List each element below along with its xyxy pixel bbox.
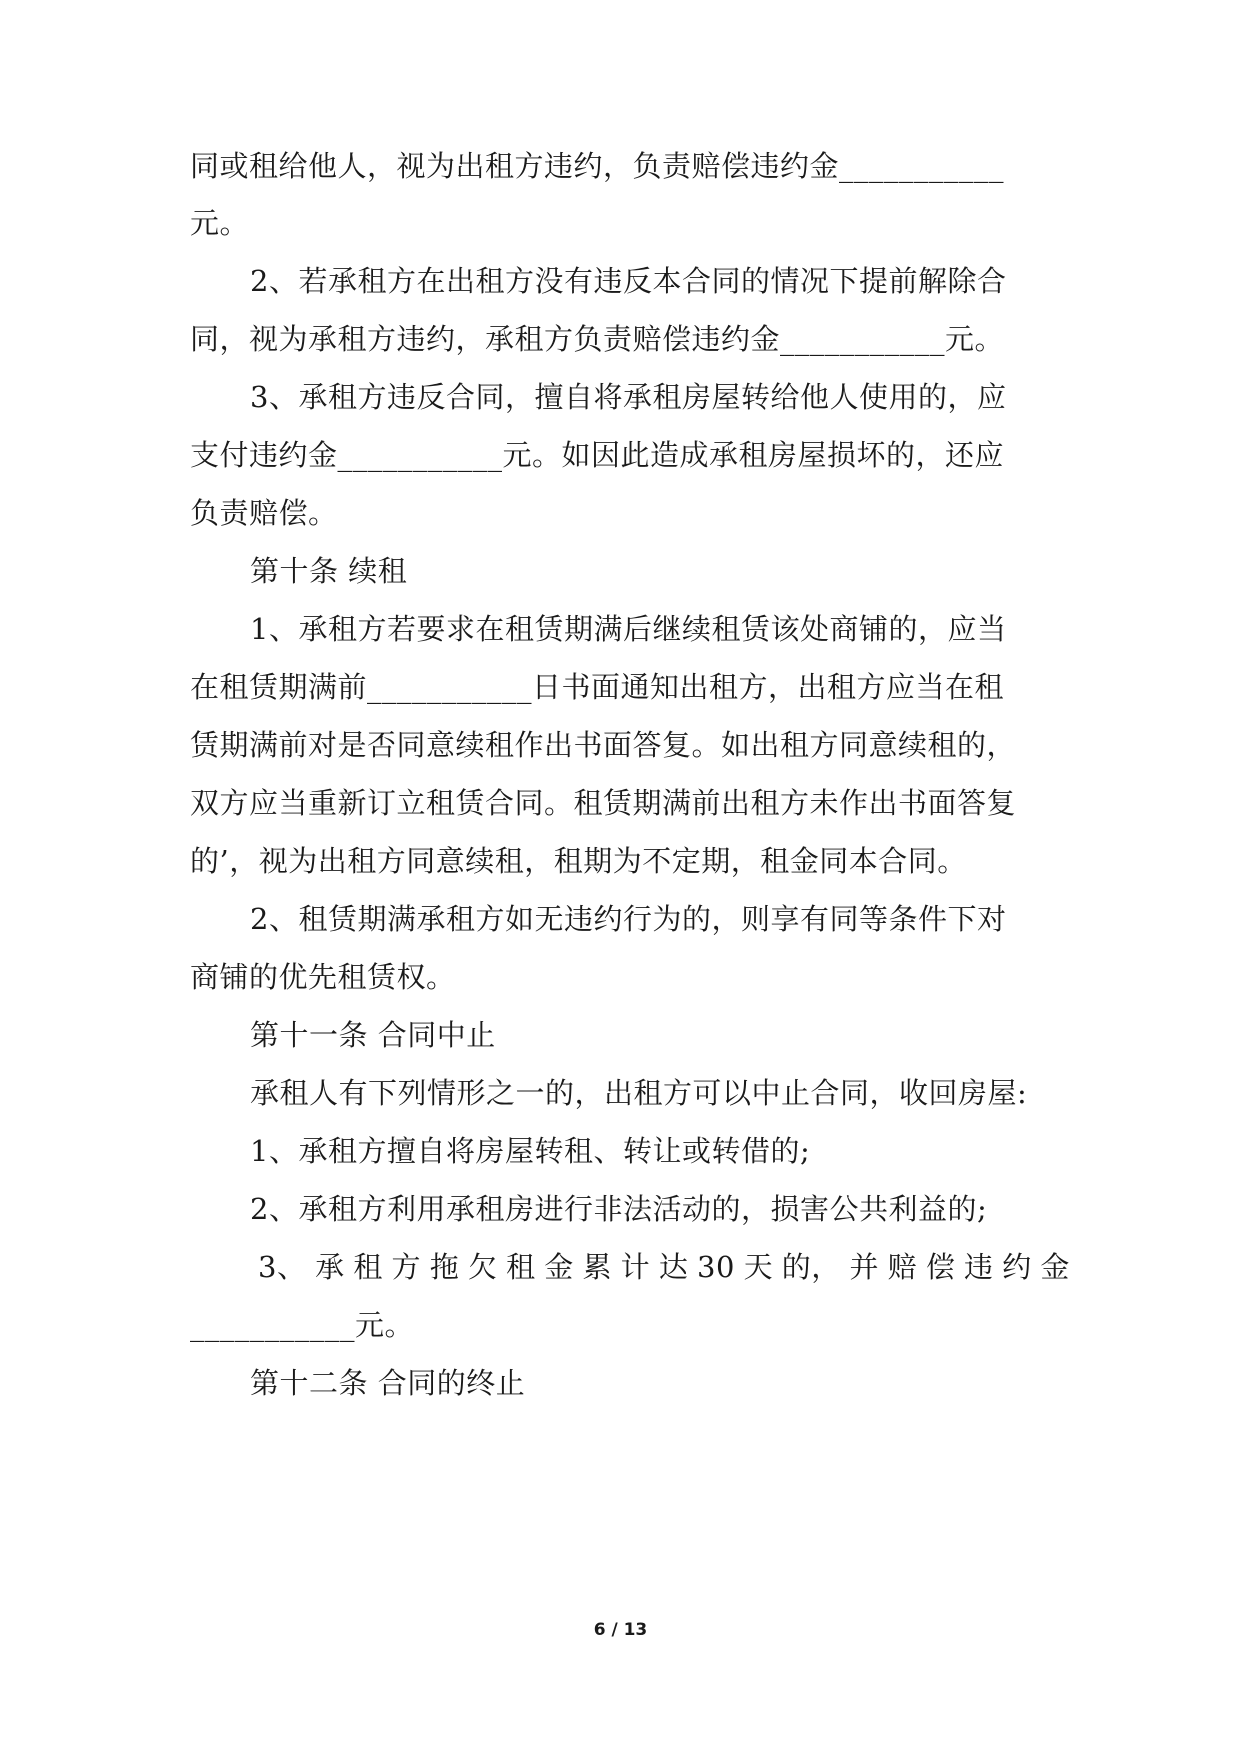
text-line: 2、若承租方在出租方没有违反本合同的情况下提前解除合 — [250, 264, 1007, 298]
text-line: 的’，视为出租方同意续租，租期为不定期，租金同本合同。 — [190, 844, 967, 878]
text-line: 1、承租方擅自将房屋转租、转让或转借的; — [250, 1134, 811, 1168]
text-line: 赁期满前对是否同意续租作出书面答复。如出租方同意续租的， — [190, 728, 1017, 762]
justified-token: 承 — [315, 1250, 345, 1284]
justified-token: 30 — [697, 1250, 735, 1284]
justified-token: 3、 — [258, 1250, 307, 1284]
justified-token: 并 — [849, 1250, 879, 1284]
text-line: ___________元。 — [190, 1308, 415, 1342]
text-line: 支付违约金___________元。如因此造成承租房屋损坏的，还应 — [190, 438, 1005, 472]
section-heading: 第十条 续租 — [250, 554, 408, 588]
text-line: 3、承租方违反合同，擅自将承租房屋转给他人使用的，应 — [250, 380, 1007, 414]
justified-token: 约 — [1002, 1250, 1032, 1284]
text-line: 2、租赁期满承租方如无违约行为的，则享有同等条件下对 — [250, 902, 1007, 936]
text-line: 承租人有下列情形之一的，出租方可以中止合同，收回房屋: — [250, 1076, 1028, 1110]
text-line-justified — [258, 1247, 1070, 1287]
justified-token: 的， — [781, 1250, 841, 1284]
text-line: 商铺的优先租赁权。 — [190, 960, 456, 994]
page-number: 6 / 13 — [593, 1620, 648, 1640]
justified-token: 赔 — [887, 1250, 918, 1284]
justified-token: 偿 — [925, 1250, 956, 1284]
text-line: 同，视为承租方违约，承租方负责赔偿违约金___________元。 — [190, 322, 1005, 356]
text-line: 1、承租方若要求在租赁期满后继续租赁该处商铺的，应当 — [250, 612, 1007, 646]
justified-token: 拖 — [429, 1250, 460, 1284]
justified-token: 计 — [620, 1250, 651, 1284]
justified-token: 累 — [582, 1250, 612, 1284]
justified-token: 租 — [353, 1250, 383, 1284]
justified-token: 金 — [1040, 1250, 1070, 1284]
text-line: 元。 — [190, 206, 250, 240]
justified-token: 天 — [743, 1250, 774, 1284]
justified-token: 达 — [658, 1250, 689, 1284]
text-line: 负责赔偿。 — [190, 496, 338, 530]
section-heading: 第十二条 合同的终止 — [250, 1366, 526, 1400]
section-heading: 第十一条 合同中止 — [250, 1018, 496, 1052]
justified-token: 违 — [964, 1250, 994, 1284]
text-line: 在租赁期满前___________日书面通知出租方，出租方应当在租 — [190, 670, 1005, 704]
text-line: 2、承租方利用承租房进行非法活动的，损害公共利益的; — [250, 1192, 988, 1226]
text-line: 同或租给他人，视为出租方违约，负责赔偿违约金___________ — [190, 149, 1005, 183]
justified-token: 方 — [391, 1250, 422, 1284]
justified-token: 欠 — [467, 1250, 498, 1284]
justified-token: 租 — [506, 1250, 536, 1284]
text-line: 双方应当重新订立租赁合同。租赁期满前出租方未作出书面答复 — [190, 786, 1017, 820]
justified-token: 金 — [544, 1250, 574, 1284]
